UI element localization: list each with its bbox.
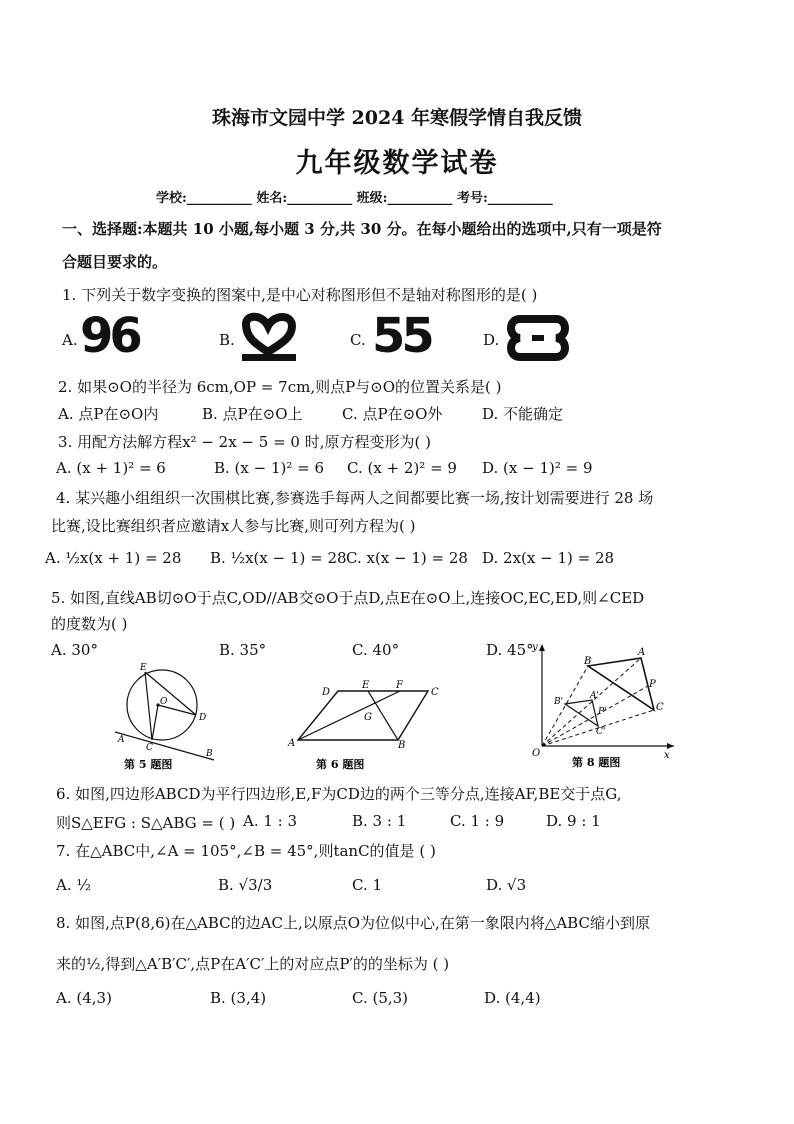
figure-8	[528, 640, 678, 772]
q5-option-b: B. 35°	[219, 641, 267, 659]
fig8-label-b-prime: B'	[554, 697, 564, 707]
q8-option-d: D. (4,4)	[484, 989, 541, 1007]
q4-option-c: C. x(x − 1) = 28	[346, 549, 468, 567]
question-8-line2: 来的½,得到△A′B′C′,点P在A′C′上的对应点P′的的坐标为 ( )	[56, 955, 450, 973]
question-3-stem: 3. 用配方法解方程x² − 2x − 5 = 0 时,原方程变形为( )	[58, 433, 431, 451]
fig5-label-e: E	[140, 663, 147, 673]
q1-option-c-symbol: 55	[372, 308, 431, 364]
fig5-caption: 第 5 题图	[124, 758, 173, 771]
fig5-label-a: A	[118, 735, 125, 745]
q6-option-c: C. 1 : 9	[450, 812, 505, 830]
q8-option-c: C. (5,3)	[352, 989, 409, 1007]
section-heading: 一、选择题:本题共 10 小题,每小题 3 分,共 30 分。在每小题给出的选项中,只有一项是符	[62, 220, 662, 238]
exam-title: 珠海市文园中学 2024 年寒假学情自我反馈	[211, 107, 583, 129]
question-5-line2: 的度数为( )	[51, 615, 128, 633]
fig5-label-d: D	[199, 713, 207, 723]
fig8-label-p: P	[649, 679, 656, 690]
q4-option-b: B. ½x(x − 1) = 28	[210, 549, 347, 567]
fig6-caption: 第 6 题图	[316, 758, 365, 771]
fig5-label-c: C	[146, 743, 153, 753]
question-5-line1: 5. 如图,直线AB切⊙O于点C,OD//AB交⊙O于点D,点E在⊙O上,连接OC,EC,ED,则∠CED	[51, 589, 645, 607]
section-heading-cont: 合题目要求的。	[62, 253, 168, 271]
q1-option-b-label: B.	[219, 331, 235, 349]
student-info-line: 学校:__________ 姓名:__________ 班级:__________ 考号:__________	[156, 191, 553, 206]
question-1-stem: 1. 下列关于数字变换的图案中,是中心对称图形但不是轴对称图形的是( )	[62, 286, 538, 304]
fig8-label-p-prime: P'	[598, 707, 607, 717]
q7-option-b: B. √3/3	[218, 876, 273, 894]
q1-option-b-symbol	[238, 312, 302, 364]
fig8-caption: 第 8 题图	[572, 756, 621, 769]
question-4-line1: 4. 某兴趣小组组织一次围棋比赛,参赛选手每两人之间都要比赛一场,按计划需要进行 28 场	[56, 489, 654, 507]
q4-option-d: D. 2x(x − 1) = 28	[482, 549, 615, 567]
question-4-line2: 比赛,设比赛组织者应邀请x人参与比赛,则可列方程为( )	[51, 517, 416, 535]
q1-option-d-symbol	[506, 311, 570, 365]
q6-option-a: A. 1 : 3	[243, 812, 298, 830]
fig6-label-g: G	[364, 712, 372, 723]
fig6-label-d: D	[322, 687, 331, 698]
fig6-label-c: C	[431, 687, 439, 698]
q6-option-b: B. 3 : 1	[352, 812, 407, 830]
fig6-label-b: B	[398, 740, 406, 751]
q8-option-b: B. (3,4)	[210, 989, 267, 1007]
question-7-stem: 7. 在△ABC中,∠A = 105°,∠B = 45°,则tanC的值是 ( )	[56, 842, 436, 860]
fig6-label-a: A	[288, 738, 296, 749]
fig8-label-a-prime: A'	[590, 691, 599, 701]
q5-option-d: D. 45°	[486, 641, 534, 659]
question-6-line1: 6. 如图,四边形ABCD为平行四边形,E,F为CD边的两个三等分点,连接AF,BE交于点G,	[56, 785, 622, 803]
fig8-label-o: O	[532, 748, 541, 759]
fig8-label-b: B	[584, 656, 592, 667]
q2-option-c: C. 点P在⊙O外	[342, 405, 443, 423]
fig8-label-x: x	[664, 750, 670, 761]
q8-option-a: A. (4,3)	[56, 989, 112, 1007]
q3-option-d: D. (x − 1)² = 9	[482, 459, 593, 477]
fig5-label-b: B	[206, 749, 213, 759]
q1-option-a-symbol: 96	[80, 308, 139, 364]
q5-option-c: C. 40°	[352, 641, 400, 659]
q3-option-a: A. (x + 1)² = 6	[56, 459, 166, 477]
q3-option-b: B. (x − 1)² = 6	[214, 459, 325, 477]
question-6-line2: 则S△EFG : S△ABG = ( )	[56, 814, 236, 832]
q7-option-c: C. 1	[352, 876, 383, 894]
q2-option-a: A. 点P在⊙O内	[58, 405, 159, 423]
q1-option-d-label: D.	[483, 331, 500, 349]
q3-option-c: C. (x + 2)² = 9	[347, 459, 457, 477]
fig8-label-c-prime: C'	[596, 727, 606, 737]
figure-6	[286, 676, 446, 772]
q1-option-c-label: C.	[350, 331, 366, 349]
fig8-label-c: C	[656, 702, 664, 713]
question-2-stem: 2. 如果⊙O的半径为 6cm,OP = 7cm,则点P与⊙O的位置关系是( )	[58, 378, 502, 396]
q7-option-d: D. √3	[486, 876, 527, 894]
q7-option-a: A. ½	[56, 876, 91, 894]
fig6-label-e: E	[362, 680, 370, 691]
fig6-label-f: F	[396, 680, 403, 691]
q2-option-b: B. 点P在⊙O上	[202, 405, 303, 423]
q1-option-a-label: A.	[62, 331, 78, 349]
fig8-label-a: A	[638, 647, 646, 658]
q2-option-d: D. 不能确定	[482, 405, 564, 423]
figure-5	[110, 660, 220, 772]
fig5-label-o: O	[160, 697, 168, 707]
q4-option-a: A. ½x(x + 1) = 28	[45, 549, 182, 567]
q6-option-d: D. 9 : 1	[546, 812, 601, 830]
q5-option-a: A. 30°	[51, 641, 98, 659]
fig8-label-y: y	[532, 642, 538, 653]
exam-subtitle: 九年级数学试卷	[295, 148, 499, 179]
question-8-line1: 8. 如图,点P(8,6)在△ABC的边AC上,以原点O为位似中心,在第一象限内将△ABC缩小到原	[56, 914, 650, 932]
